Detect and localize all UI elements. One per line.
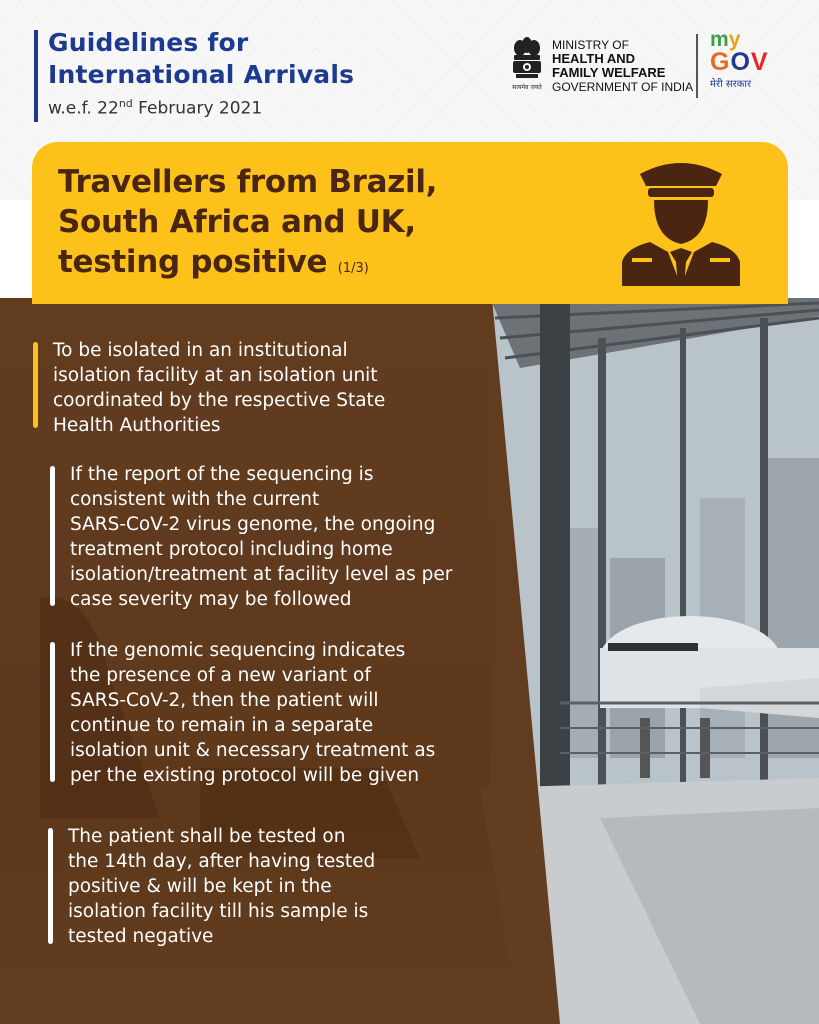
guideline-text-2: If the report of the sequencing is consistent with the current SARS-CoV-2 virus genome, the ongoing treatment protocol including home isolation/treatment at facility level as per case severity may be followed [70, 464, 453, 610]
ministry-line-4: GOVERNMENT OF INDIA [552, 80, 694, 94]
airport-background [0, 298, 819, 1024]
guideline-text-1: To be isolated in an institutional isolation facility at an isolation unit coordinated by the respective State Health Authorities [53, 340, 386, 436]
ministry-name [552, 38, 693, 94]
guideline-bar [50, 466, 55, 606]
banner-title [58, 162, 578, 289]
mygov-my [710, 30, 769, 50]
mygov-gov-letters: GOV [710, 48, 769, 76]
page-title-line-1: Guidelines for [48, 28, 249, 57]
guideline-text-4: The patient shall be tested on the 14th day, after having tested positive & will be kept in the isolation facility till his sample is tested negative [68, 826, 376, 947]
guideline-item-1 [33, 338, 473, 448]
mygov-tagline: मेरी सरकार [710, 79, 752, 90]
guideline-bar [50, 642, 55, 782]
pilot-icon [620, 152, 742, 286]
logo-divider [696, 34, 698, 98]
emblem-caption: सत्यमेव जयते [512, 84, 542, 91]
guideline-bar-yellow [33, 342, 38, 428]
ministry-line-2: HEALTH AND [552, 51, 636, 66]
state-emblem-logo [508, 36, 546, 96]
mygov-gov [710, 50, 769, 74]
page-title-line-2: International Arrivals [48, 60, 355, 89]
guideline-item-3 [50, 638, 510, 788]
ministry-line-1: MINISTRY OF [552, 38, 629, 52]
mygov-logo [710, 30, 769, 90]
banner-title-line-1: Travellers from Brazil, [58, 164, 438, 200]
title-accent-bar [34, 30, 38, 122]
mygov-my-letters: my [710, 28, 741, 51]
page-indicator: (1/3) [337, 261, 369, 276]
guideline-item-2 [50, 462, 510, 612]
effective-date: w.e.f. 22nd February 2021 [48, 97, 263, 119]
guideline-item-4 [48, 824, 508, 954]
guideline-text-3: If the genomic sequencing indicates the presence of a new variant of SARS-CoV-2, then the patient will continue to remain in a separate isolation unit & necessary treatment as per the existing protocol will be given [70, 640, 436, 786]
guideline-bar [48, 828, 53, 944]
ministry-line-3: FAMILY WELFARE [552, 65, 666, 80]
banner-title-line-2: South Africa and UK, [58, 204, 416, 240]
banner-title-line-3: testing positive (1/3) [58, 244, 369, 280]
